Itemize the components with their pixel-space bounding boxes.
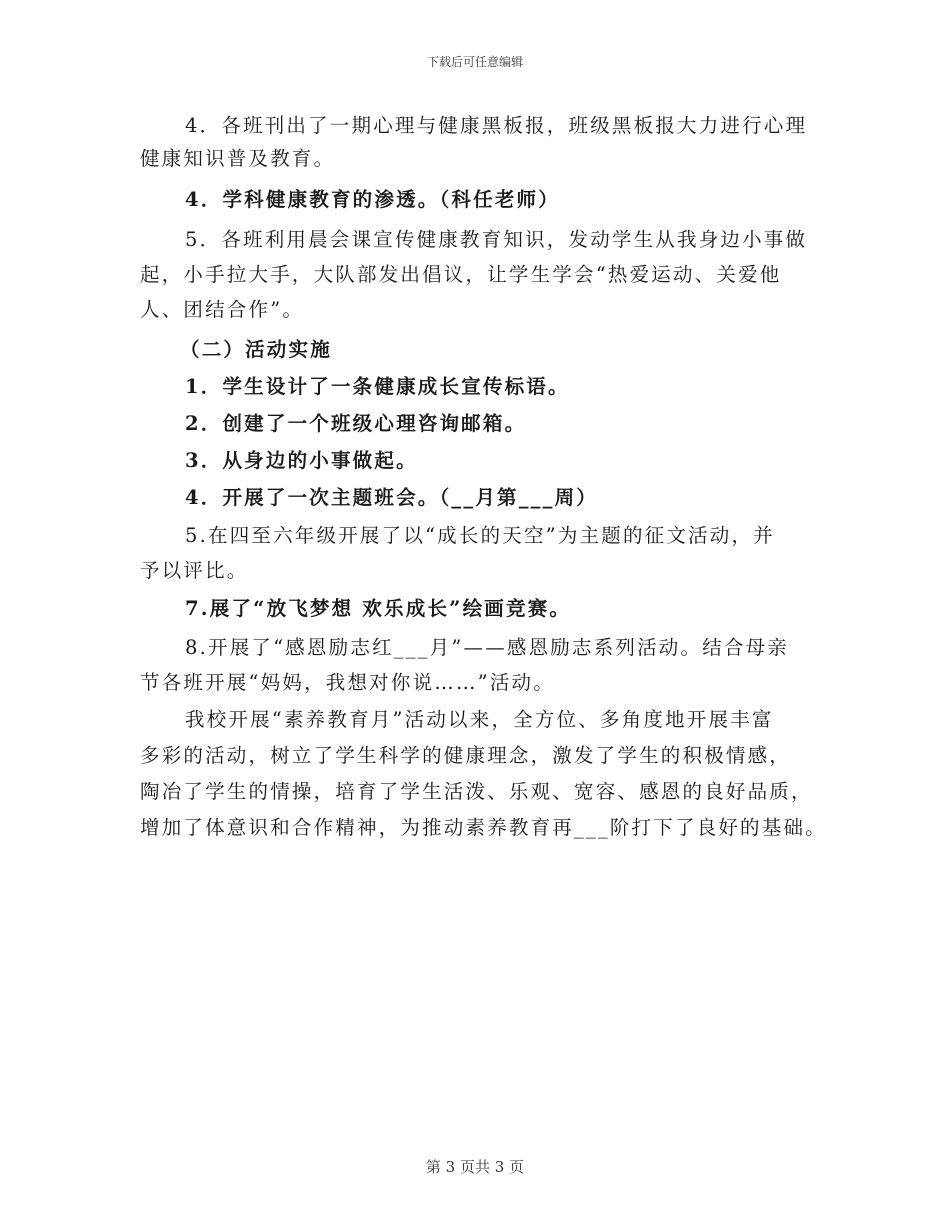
paragraph-line: 8.开展了“感恩励志红___月”——感恩励志系列活动。结合母亲	[185, 636, 789, 659]
list-item: 4．开展了一次主题班会。（__月第___周）	[185, 486, 598, 509]
paragraph-line: 陶冶了学生的情操，培育了学生活泼、乐观、宽容、感恩的良好品质，	[140, 780, 813, 803]
list-item: 1．学生设计了一条健康成长宣传标语。	[185, 375, 570, 398]
paragraph-line: 起，小手拉大手，大队部发出倡议，让学生学会“热爱运动、关爱他	[140, 263, 782, 286]
paragraph-line: 人、团结合作”。	[140, 298, 305, 321]
paragraph-line: 增加了体意识和合作精神，为推动素养教育再___阶打下了良好的基础。	[140, 816, 827, 839]
paragraph-line: 多彩的活动，树立了学生科学的健康理念，激发了学生的积极情感，	[140, 744, 792, 767]
page-header: 下载后可任意编辑	[426, 55, 523, 69]
list-item: 2．创建了一个班级心理咨询邮箱。	[185, 412, 527, 435]
section-heading: 4．学科健康教育的渗透。（科任老师）	[185, 188, 560, 211]
paragraph-line: 予以评比。	[140, 559, 249, 582]
section-heading: （二）活动实施	[180, 338, 332, 361]
paragraph-line: 我校开展“素养教育月”活动以来，全方位、多角度地开展丰富	[185, 708, 774, 731]
paragraph-line: 健康知识普及教育。	[140, 147, 336, 170]
paragraph-line: 5.在四至六年级开展了以“成长的天空”为主题的征文活动，并	[185, 524, 775, 547]
paragraph-line: 5．各班利用晨会课宣传健康教育知识，发动学生从我身边小事做	[185, 228, 808, 251]
paragraph-line: 4．各班刊出了一期心理与健康黑板报，班级黑板报大力进行心理	[185, 114, 808, 137]
page-footer: 第 3 页共 3 页	[425, 1158, 525, 1176]
list-item: 7.展了“放飞梦想 欢乐成长”绘画竞赛。	[185, 597, 572, 620]
list-item: 3．从身边的小事做起。	[185, 449, 418, 472]
paragraph-line: 节各班开展“妈妈，我想对你说……”活动。	[140, 671, 555, 694]
